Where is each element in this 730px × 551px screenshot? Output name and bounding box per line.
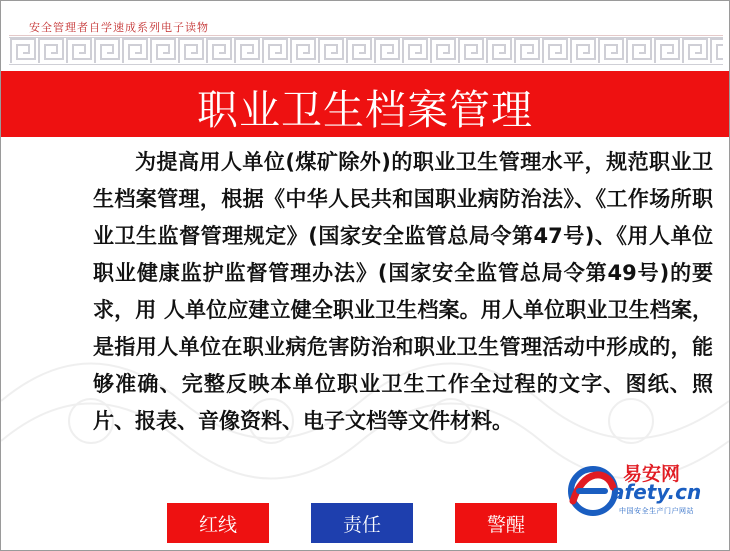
alert-button[interactable]: 警醒	[455, 503, 557, 543]
logo-tagline: 中国安全生产门户网站	[619, 507, 694, 515]
responsibility-button[interactable]: 责任	[311, 503, 413, 543]
page-title: 职业卫生档案管理	[197, 86, 533, 134]
series-header-text: 安全管理者自学速成系列电子读物	[29, 21, 209, 34]
decorative-fret-border	[9, 37, 723, 65]
body-paragraph: 为提高用人单位(煤矿除外)的职业卫生管理水平，规范职业卫生档案管理，根据《中华人民共和国职业病防治法》、《工作场所职业卫生监督管理规定》(国家安全监管总局令第47号)、《用人单位职业健康监护监督管理办法》(国家安全监管总局令第49号)的要求，用 人单位应建立健全职业卫生档案。用人单位职业卫生档案，是指用人单位在职业病危害防治和职业卫生管理活动中形成的，能够准确、完整反映本单位职业卫生工作全过程的文字、图纸、照片、报表、音像资料、电子文档等文件材料。	[93, 150, 713, 433]
site-logo[interactable]	[563, 459, 703, 519]
logo-en-name: afety.cn	[611, 480, 702, 504]
logo-cn-name: 易安网	[623, 463, 681, 485]
header-bar	[9, 9, 723, 36]
red-line-button[interactable]: 红线	[167, 503, 269, 543]
button-bar	[167, 503, 557, 543]
